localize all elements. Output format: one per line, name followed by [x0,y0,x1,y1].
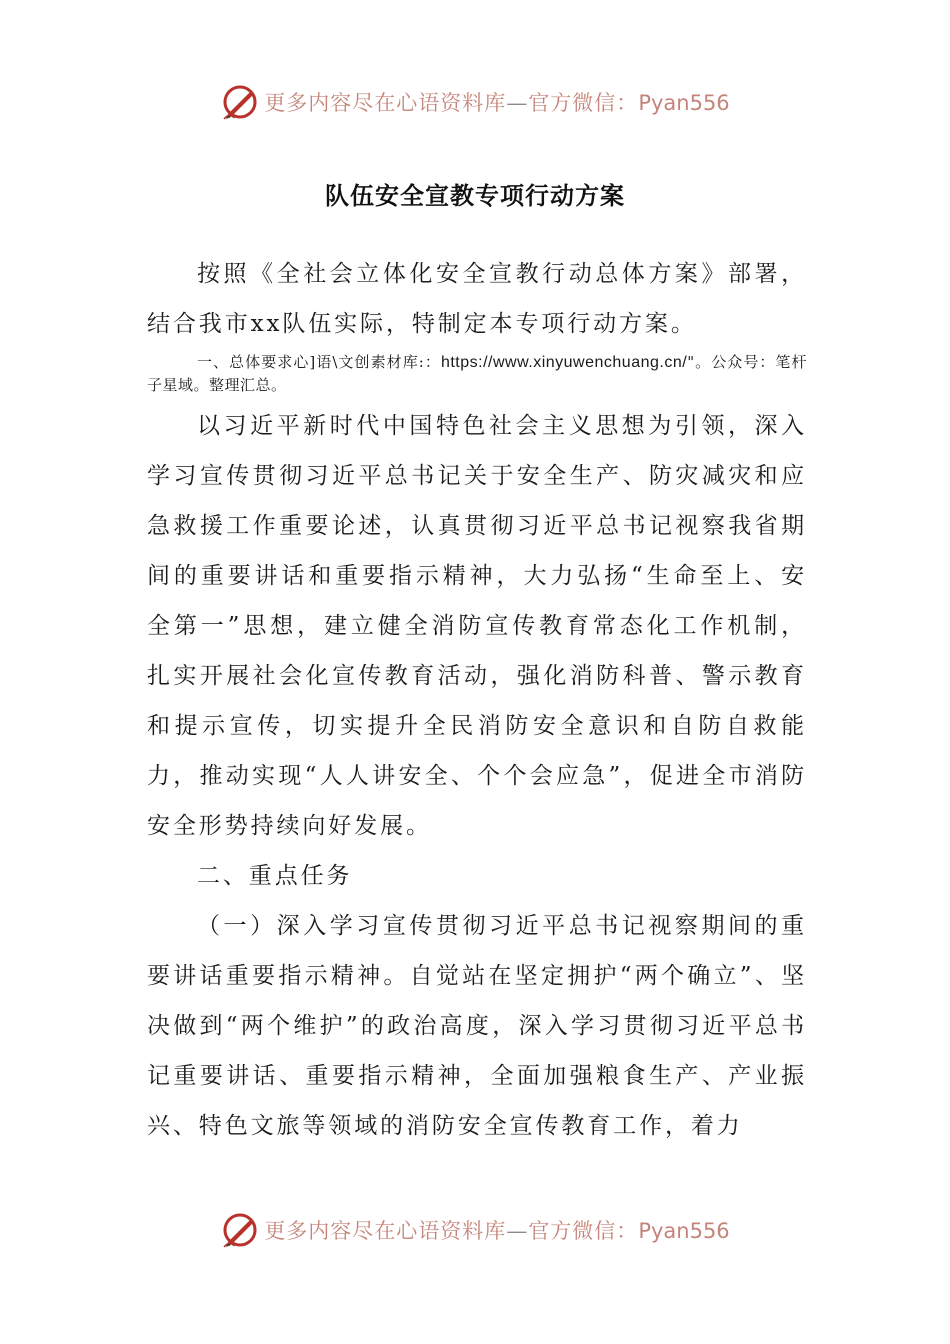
intro-paragraph: 按照《全社会立体化安全宣教行动总体方案》部署，结合我市xx队伍实际，特制定本专项行动方案。 [147,261,807,337]
banner-text: 更多内容尽在心语资料库—官方微信：Pyan556 [264,91,730,115]
section-2-heading: 二、重点任务 [197,863,353,889]
footer-banner [0,1208,950,1252]
pen-logo-icon [220,1210,260,1250]
source-url: https://www.xinyuwenchuang.cn/ [440,354,688,371]
document-title: 队伍安全宣教专项行动方案 [325,182,625,210]
banner-text: 更多内容尽在心语资料库—官方微信：Pyan556 [264,1219,730,1243]
document-body [147,249,807,1151]
pen-logo-icon [220,82,260,122]
paragraph-2: （一）深入学习宣传贯彻习近平总书记视察期间的重要讲话重要指示精神。自觉站在坚定拥护“两个确立”、坚决做到“两个维护”的政治高度，深入学习贯彻习近平总书记重要讲话、重要指示精神，全面加强粮食生产、产业振兴、特色文旅等领域的消防安全宣传教育工作，着力 [147,913,807,1139]
paragraph-1: 以习近平新时代中国特色社会主义思想为引领，深入学习宣传贯彻习近平总书记关于安全生产、防灾减灾和应急救援工作重要论述，认真贯彻习近平总书记视察我省期间的重要讲话和重要指示精神，大力弘扬“生命至上、安全第一”思想，建立健全消防宣传教育常态化工作机制，扎实开展社会化宣传教育活动，强化消防科普、警示教育和提示宣传，切实提升全民消防安全意识和自防自救能力，推动实现“人人讲安全、个个会应急”，促进全市消防安全形势持续向好发展。 [147,413,807,839]
header-banner [0,80,950,124]
section-1-heading-note: 一、总体要求心]语\文创素材库:：https://www.xinyuwenchuang.cn/"。公众号：笔杆子星域。整理汇总。 [147,353,807,394]
